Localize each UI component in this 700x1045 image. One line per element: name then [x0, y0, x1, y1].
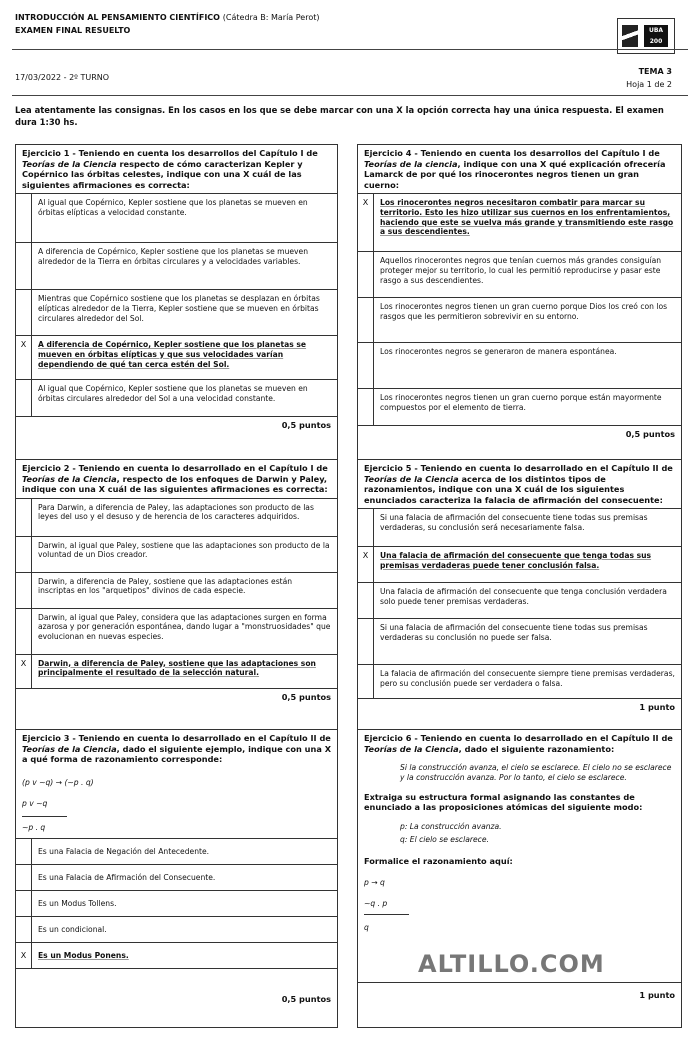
- option[interactable]: [16, 573, 337, 609]
- option-selected[interactable]: [358, 547, 681, 583]
- tema: TEMA 3: [638, 67, 672, 76]
- option-text: A diferencia de Copérnico, Kepler sostiene que los planetas se mueven alrededor de la Tierra en órbitas circulares y a velocidades variables.: [38, 247, 309, 266]
- option[interactable]: [358, 619, 681, 665]
- option[interactable]: [16, 499, 337, 537]
- exam-subtitle: EXAMEN FINAL RESUELTO: [15, 26, 131, 35]
- checkbox[interactable]: [16, 243, 32, 289]
- option-text: Si una falacia de afirmación del consecuente tiene todas sus premisas verdaderas su conclusión no puede ser falsa.: [380, 623, 648, 642]
- instructions: Lea atentamente las consignas. En los casos en los que se debe marcar con una X la opción correcta hay una única respuesta. El examen dura 1:30 hs.: [15, 105, 664, 127]
- book-title: Teorías de la Ciencia: [364, 743, 459, 754]
- checkbox[interactable]: X: [358, 194, 374, 251]
- conclusion-line: [22, 816, 67, 817]
- option[interactable]: [358, 665, 681, 699]
- conclusion: q: [364, 922, 369, 932]
- logo-text: [644, 25, 668, 47]
- heading-text: , dado el siguiente razonamiento:: [458, 743, 615, 754]
- option[interactable]: [358, 343, 681, 389]
- option-text: Los rinocerontes negros tienen un gran cuerno porque están mayormente compuestos por el elemento de tierra.: [380, 393, 662, 412]
- option-text: Una falacia de afirmación del consecuente que tenga conclusión verdadera solo puede tener premisas verdaderas.: [380, 587, 667, 606]
- exercise-3: [16, 729, 337, 1007]
- option[interactable]: [16, 609, 337, 655]
- exercise-heading: [16, 460, 337, 499]
- heading-text: , indique con una X qué explicación ofrecería Lamarck de por qué los rinocerontes negros tienen un gran cuerno:: [364, 158, 666, 190]
- exercise-heading: [16, 145, 337, 194]
- course-title: [15, 13, 319, 22]
- option-text: Darwin, a diferencia de Paley, sostiene que las adaptaciones están inscriptas en los "arquetipos" divinos de cada especie.: [38, 576, 293, 596]
- constant-q: q: El cielo se esclarece.: [400, 835, 489, 845]
- option[interactable]: [16, 917, 337, 943]
- premise-2: ~q . p: [364, 898, 388, 908]
- heading-text: respecto de cómo caracterizan Kepler y Copérnico las órbitas celestes, indique con una X cuál de las siguientes afirmaciones es correcta:: [22, 158, 303, 190]
- premise-1: (p v ~q) → (~p . q): [22, 777, 94, 787]
- heading-text: acerca de los distintos tipos de razonamientos, indique con una X cuál de los siguientes enunciados caracteriza la falacia de afirmación del consecuente:: [364, 473, 663, 505]
- page-indicator: Hoja 1 de 2: [626, 80, 672, 89]
- points: 0,5 puntos: [281, 993, 331, 1004]
- points: 0,5 puntos: [625, 429, 675, 439]
- checkbox[interactable]: [16, 537, 32, 572]
- heading-text: Ejercicio 2 - Teniendo en cuenta lo desarrollado en el Capítulo I de: [22, 463, 328, 473]
- checkbox[interactable]: [358, 665, 374, 698]
- premise-1: p → q: [364, 877, 385, 887]
- checkbox[interactable]: [16, 891, 32, 916]
- checkbox[interactable]: [358, 389, 374, 425]
- heading-text: Ejercicio 3 - Teniendo en cuenta lo desarrollado en el Capítulo II de: [22, 733, 331, 743]
- option[interactable]: [16, 839, 337, 865]
- exercise-4: [358, 145, 681, 442]
- option-text: La falacia de afirmación del consecuente siempre tiene premisas verdaderas, pero su conclusión puede ser verdadera o falsa.: [380, 669, 675, 688]
- conclusion-line: [364, 914, 409, 915]
- checkbox[interactable]: [16, 499, 32, 536]
- option-text: Para Darwin, a diferencia de Paley, las adaptaciones son producto de las leyes del uso y el desuso y de herencia de los caracteres adquiridos.: [38, 502, 314, 522]
- option[interactable]: [16, 865, 337, 891]
- option-text: Los rinocerontes negros necesitaron combatir para marcar su territorio. Esto les hizo utilizar sus cuernos en los enfrentamientos, haciendo que este se vuelva más grande y transmitiendo este rasgo a sus descendientes.: [380, 198, 674, 237]
- option-text: Al igual que Copérnico, Kepler sostiene que los planetas se mueven en órbitas circulares alrededor del Sol a una velocidad constante.: [38, 384, 308, 403]
- book-title: Teorías de la Ciencia: [364, 473, 459, 484]
- checkbox[interactable]: [358, 619, 374, 664]
- checkbox[interactable]: [358, 343, 374, 388]
- left-column: [15, 144, 338, 1028]
- option[interactable]: [16, 891, 337, 917]
- option-text: Es una Falacia de Negación del Antecedente.: [38, 846, 210, 856]
- exam-date: 17/03/2022 - 2º TURNO: [15, 73, 110, 82]
- option-text: Al igual que Copérnico, Kepler sostiene que los planetas se mueven en órbitas elípticas a velocidad constante.: [38, 198, 308, 217]
- exercise-heading: [358, 730, 681, 757]
- exercise-heading: [358, 145, 681, 194]
- checkbox[interactable]: [358, 252, 374, 297]
- logo-emblem: [622, 25, 638, 47]
- points: 0,5 puntos: [281, 420, 331, 430]
- points: 0,5 puntos: [281, 691, 331, 702]
- checkbox[interactable]: [16, 609, 32, 654]
- exercise-5: [358, 459, 681, 715]
- option[interactable]: [358, 509, 681, 547]
- argument-quote: Si la construcción avanza, el cielo se esclarece. El cielo no se esclarece y la construcción avanza. Por lo tanto, el cielo se esclarece.: [400, 763, 672, 782]
- book-title: Teorías de la Ciencia: [22, 743, 117, 754]
- logo-text-top: UBA: [648, 27, 664, 34]
- option-text: Darwin, al igual que Paley, considera que las adaptaciones surgen en forma azarosa y por generación espontánea, dando lugar a "monstruosidades" que evolucionan en nuevas especies.: [38, 612, 331, 642]
- checkbox[interactable]: X: [16, 655, 32, 688]
- instruction: Formalice el razonamiento aquí:: [364, 856, 513, 867]
- exercise-heading: [16, 730, 337, 768]
- premise-2: p v ~q: [22, 798, 48, 808]
- instruction: Extraiga su estructura formal asignando las constantes de enunciado a las proposiciones atómicas del siguiente modo:: [364, 791, 643, 813]
- checkbox[interactable]: [16, 194, 32, 242]
- option-text: Darwin, a diferencia de Paley, sostiene que las adaptaciones son principalmente el resultado de la selección natural.: [38, 658, 316, 678]
- exercise-1: [16, 145, 337, 433]
- checkbox[interactable]: [358, 509, 374, 546]
- option-selected[interactable]: [16, 943, 337, 969]
- option-text: Es una Falacia de Afirmación del Consecuente.: [38, 872, 216, 882]
- checkbox[interactable]: X: [358, 547, 374, 582]
- option-text: Una falacia de afirmación del consecuente que tenga todas sus premisas verdaderas puede tener conclusión falsa.: [380, 551, 652, 570]
- checkbox[interactable]: X: [16, 943, 32, 968]
- watermark: ALTILLO.COM: [418, 950, 605, 978]
- option[interactable]: [16, 194, 337, 243]
- option[interactable]: [16, 380, 337, 417]
- checkbox[interactable]: [16, 839, 32, 864]
- checkbox[interactable]: X: [16, 336, 32, 379]
- option-selected[interactable]: [358, 194, 681, 252]
- option[interactable]: [16, 290, 337, 336]
- option-text: Es un Modus Ponens.: [38, 950, 129, 960]
- option[interactable]: [16, 243, 337, 290]
- logo-text-bottom: 200: [649, 38, 663, 45]
- checkbox[interactable]: [16, 917, 32, 942]
- checkbox[interactable]: [16, 865, 32, 890]
- option-text: Los rinocerontes negros se generaron de manera espontánea.: [380, 347, 617, 356]
- heading-text: Ejercicio 6 - Teniendo en cuenta lo desarrollado en el Capítulo II de: [364, 733, 673, 743]
- option[interactable]: [16, 537, 337, 573]
- book-title: Teorías de la ciencia: [364, 158, 458, 169]
- option[interactable]: [358, 583, 681, 619]
- book-title: Teorías de la Ciencia: [22, 158, 117, 169]
- exercise-heading: [358, 460, 681, 509]
- heading-text: Ejercicio 5 - Teniendo en cuenta lo desarrollado en el Capítulo II de: [364, 463, 673, 473]
- points: 1 punto: [639, 702, 675, 712]
- option-text: A diferencia de Copérnico, Kepler sostiene que los planetas se mueven en órbitas elípticas y que sus velocidades varían dependiendo de qué tan cerca estén del Sol.: [38, 340, 307, 369]
- option[interactable]: [358, 252, 681, 298]
- divider: [12, 95, 688, 96]
- heading-text: Ejercicio 1 - Teniendo en cuenta los desarrollos del Capítulo I de: [22, 148, 318, 158]
- option-text: Los rinocerontes negros tienen un gran cuerno porque Dios los creó con los rasgos que les permitieron sobrevivir en su entorno.: [380, 302, 668, 321]
- heading-text: Ejercicio 4 - Teniendo en cuenta los desarrollos del Capítulo I de: [364, 148, 660, 158]
- option-selected[interactable]: [16, 655, 337, 689]
- option[interactable]: [358, 298, 681, 343]
- option-selected[interactable]: [16, 336, 337, 380]
- option-text: Mientras que Copérnico sostiene que los planetas se desplazan en órbitas elípticas alrededor de la Tierra, Kepler sostiene que se mueven en órbitas circulares alrededor del Sol.: [38, 294, 320, 323]
- checkbox[interactable]: [358, 298, 374, 342]
- checkbox[interactable]: [358, 583, 374, 618]
- option-text: Es un condicional.: [38, 924, 107, 934]
- checkbox[interactable]: [16, 290, 32, 335]
- heading-text: , dado el siguiente ejemplo, indique con una X a qué forma de razonamiento corresponde:: [22, 743, 332, 764]
- heading-text: , respecto de los enfoques de Darwin y Paley, indique con una X cuál de las siguientes afirmaciones es correcta:: [22, 473, 328, 494]
- points: 1 punto: [639, 990, 675, 1000]
- course-title-text: INTRODUCCIÓN AL PENSAMIENTO CIENTÍFICO: [15, 13, 220, 22]
- exercise-2: [16, 459, 337, 705]
- book-title: Teorías de la Ciencia: [22, 473, 117, 484]
- divider: [12, 49, 688, 50]
- option-text: Si una falacia de afirmación del consecuente tiene todas sus premisas verdaderas, su conclusión será necesariamente falsa.: [380, 513, 648, 532]
- option-text: Aquellos rinocerontes negros que tenían cuernos más grandes consiguían proteger mejor su territorio, lo cual les permitió reproducirse y pasar este rasgo a sus descendientes.: [380, 256, 662, 285]
- conclusion: ~p . q: [22, 822, 46, 832]
- right-column: [357, 144, 682, 1028]
- catedra: (Cátedra B: María Perot): [222, 13, 320, 22]
- checkbox[interactable]: [16, 380, 32, 416]
- option[interactable]: [358, 389, 681, 426]
- checkbox[interactable]: [16, 573, 32, 608]
- option-text: Darwin, al igual que Paley, sostiene que las adaptaciones son producto de la voluntad de un Dios creador.: [38, 540, 330, 560]
- option-text: Es un Modus Tollens.: [38, 898, 117, 908]
- constant-p: p: La construcción avanza.: [400, 821, 502, 831]
